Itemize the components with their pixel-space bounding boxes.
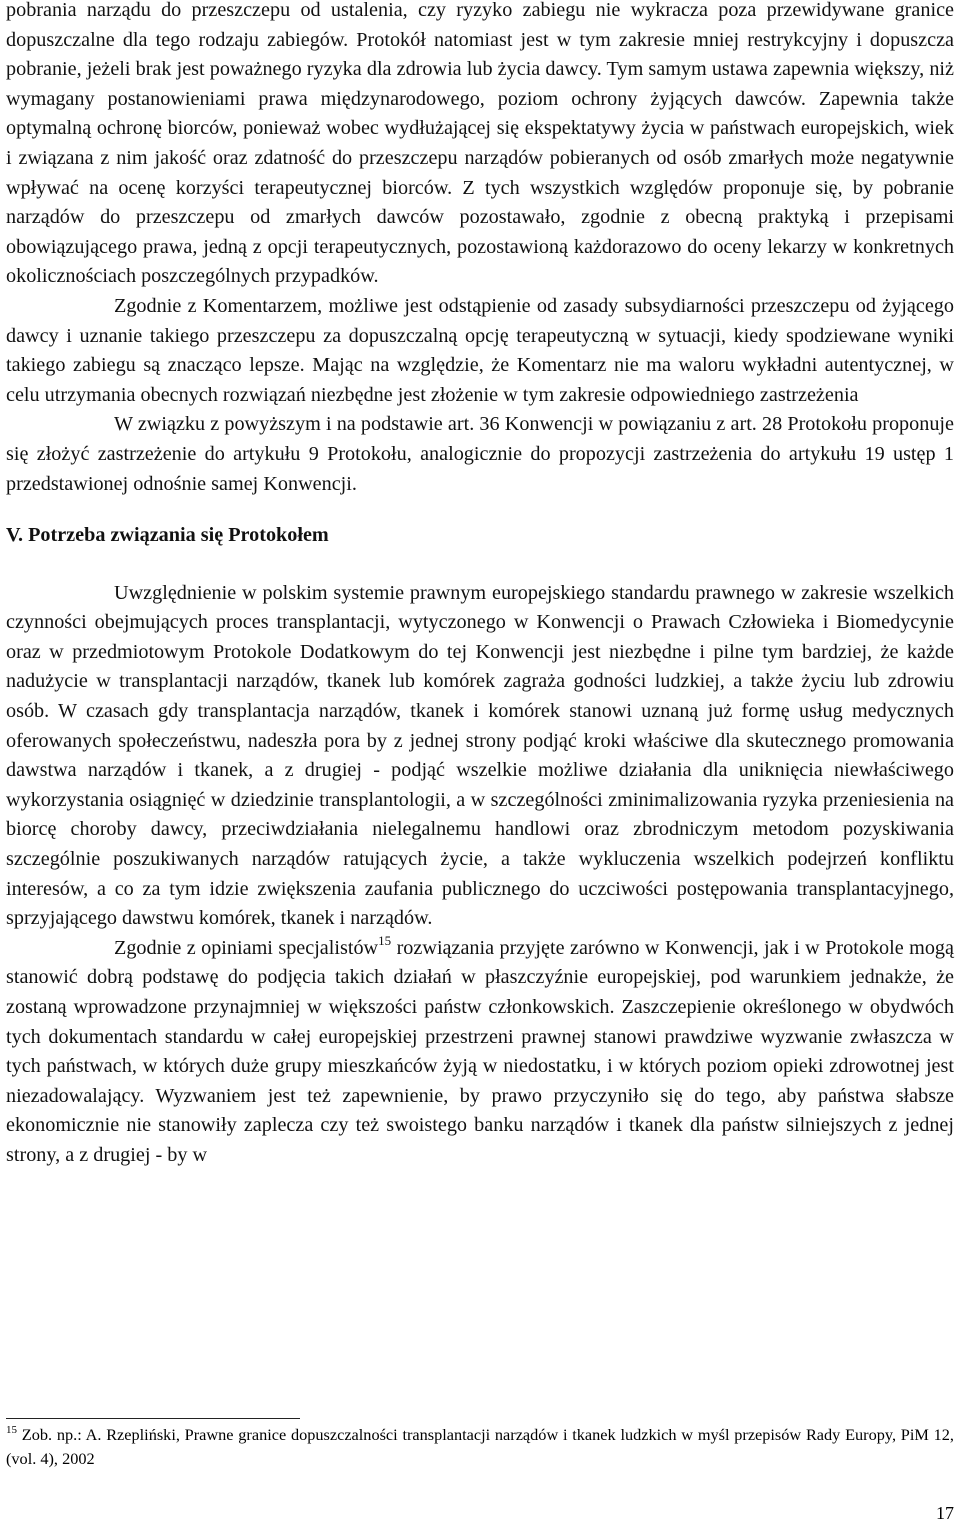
paragraph-4: Uwzględnienie w polskim systemie prawnym europejskiego standardu prawnego w zakresie wszelkich czynności obejmujących proces transplantacji, wytyczonego w Konwencji o Prawach Człowieka i Biomedycynie oraz w przedmiotowym Protokole Dodatkowym do tej Konwencji jest niezbędne i pilne tym bardziej, że każde nadużycie w transplantacji narządów, tkanek lub komórek zagraża godności ludzkiej, a także życiu lub zdrowiu osób. W czasach gdy transplantacja narządów, tkanek i komórek stanowi uznaną już formę usług medycznych oferowanych społeczeństwu, nadeszła pora by z jednej strony podjąć kroki właściwe dla skutecznego promowania dawstwa narządów i tkanek, a z drugiej - podjąć wszelkie możliwe działania dla uniknięcia niewłaściwego wykorzystania osiągnięć w dziedzinie transplantologii, a w szczególności zminimalizowania ryzyka przeniesienia na biorcę choroby dawcy, przeciwdziałania nielegalnemu handlowi oraz zbrodniczym metodom pozyskiwania szczególnie poszukiwanych narządów ratujących życie, a także wykluczenia wszelkich podejrzeń konfliktu interesów, a co za tym idzie zwiększenia zaufania publicznego do uczciwości postępowania transplantacyjnego, sprzyjającego dawstwu komórek, tkanek i narządów. [6,581,954,930]
footnote-text: Zob. np.: A. Rzepliński, Prawne granice dopuszczalności transplantacji narządów i tkanek ludzkich w myśl przepisów Rady Europy, PiM 12, (vol. 4), 2002 [6,1425,954,1468]
section-heading: V. Potrzeba związania się Protokołem [6,524,329,547]
footnote-reference: 15 [378,932,392,948]
paragraph-2: Zgodnie z Komentarzem, możliwe jest odstąpienie od zasady subsydiarności przeszczepu od żyjącego dawcy i uznanie takiego przeszczepu za dopuszczalną opcję terapeutyczną w sytuacji, kiedy spodziewane wyniki takiego zabiegu są znacząco lepsze. Mając na względzie, że Komentarz nie ma waloru wykładni autentycznej, w celu utrzymania obecnych rozwiązań niezbędne jest złożenie w tym zakresie odpowiedniego zastrzeżenia [6,294,954,406]
footnote-separator [6,1418,300,1419]
paragraph-5 [6,934,954,1171]
paragraph-5-start: Zgodnie z opiniami specjalistów [114,936,379,959]
paragraph-5-rest: rozwiązania przyjęte zarówno w Konwencji, jak i w Protokole mogą stanowić dobrą podstawę do podjęcia takich działań w płaszczyźnie europejskiej, pod warunkiem jednakże, że zostaną wprowadzone przynajmniej w większości państw członkowskich. Zaszczepienie określonego w obydwóch tych dokumentach standardu w całej europejskiej przestrzeni prawnej stanowi prawdziwe wyzwanie zwłaszcza w tych państwach, w których duże grupy mieszkańców żyją w niedostatku, i w których poziom opieki zdrowotnej jest niezadowalający. Wyzwaniem jest też zapewnienie, by prawo przyczyniło się do tego, aby państwa słabsze ekonomicznie nie stanowiły zaplecza czy też swoistego banku narządów i tkanek dla państw silniejszych z jednej strony, a z drugiej - by w [6,936,954,1166]
page-number: 17 [936,1503,954,1523]
paragraph-1: pobrania narządu do przeszczepu od ustalenia, czy ryzyko zabiegu nie wykracza poza przewidywane granice dopuszczalne dla tego rodzaju zabiegów. Protokół natomiast jest w tym zakresie mniej restrykcyjny i dopuszcza pobranie, jeżeli brak jest poważnego ryzyka dla zdrowia lub życia dawcy. Tym samym ustawa zapewnia większy, niż wymagany postanowieniami prawa międzynarodowego, poziom ochrony żyjących dawców. Zapewnia także optymalną ochronę biorców, ponieważ wobec wydłużającej się ekspektatywy życia w państwach europejskich, wiek i związana z nim jakość oraz zdatność do przeszczepu narządów pobieranych od osób zmarłych może negatywnie wpływać na ocenę korzyści terapeutycznej biorców. Z tych wszystkich względów proponuje się, by pobranie narządów do przeszczepu od zmarłych dawców pozostawało, zgodnie z obecną praktyką i przepisami obowiązującego prawa, jedną z opcji terapeutycznych, pozostawioną każdorazowo do oceny lekarzy w konkretnych okolicznościach poszczególnych przypadków. [6,0,954,288]
footnote [6,1423,954,1470]
footnote-number: 15 [6,1424,17,1436]
paragraph-3: W związku z powyższym i na podstawie art. 36 Konwencji w powiązaniu z art. 28 Protokołu proponuje się złożyć zastrzeżenie do artykułu 9 Protokołu, analogicznie do propozycji zastrzeżenia do artykułu 19 ustęp 1 przedstawionej odnośnie samej Konwencji. [6,413,954,495]
